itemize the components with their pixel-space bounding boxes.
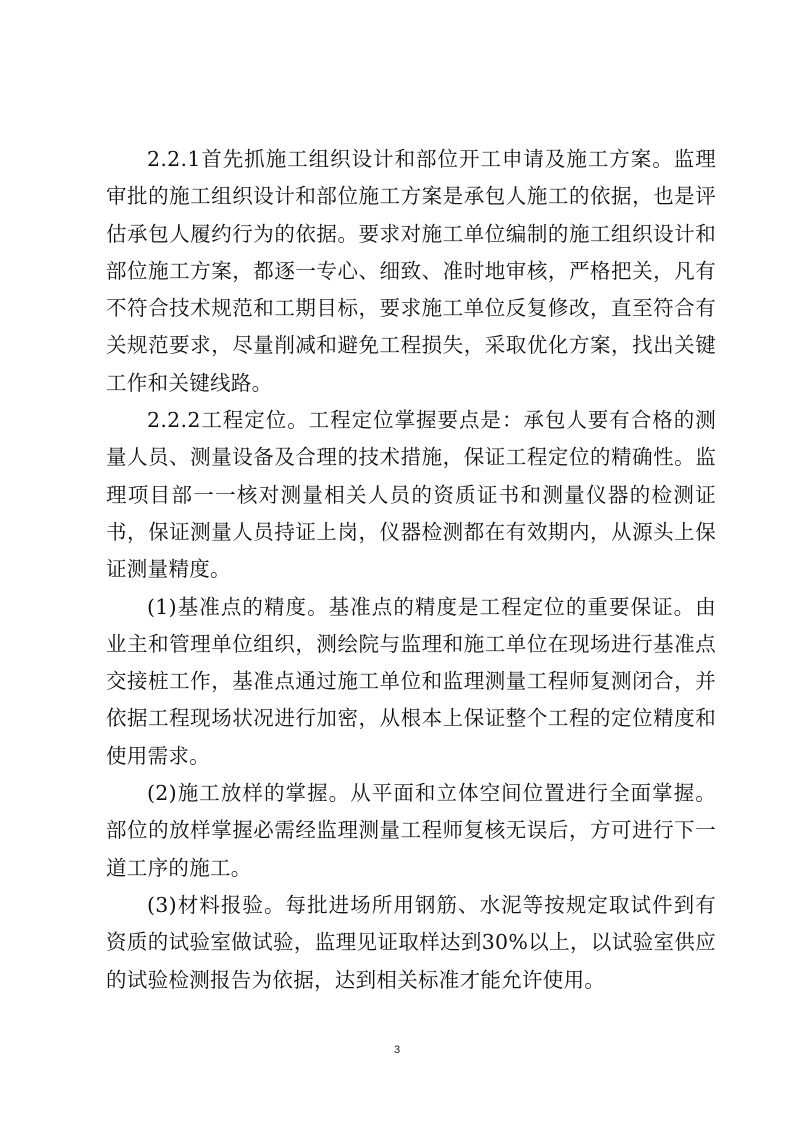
document-body <box>106 141 716 999</box>
paragraph-item-1: (1)基准点的精度。基准点的精度是工程定位的重要保证。由业主和管理单位组织，测绘院与监理和施工单位在现场进行基准点交接桩工作，基准点通过施工单位和监理测量工程师复测闭合，并依据工程现场状况进行加密，从根本上保证整个工程的定位精度和使用需求。 <box>106 594 716 768</box>
paragraph-item-2: (2)施工放样的掌握。从平面和立体空间位置进行全面掌握。部位的放样掌握必需经监理测量工程师复核无误后，方可进行下一道工序的施工。 <box>106 781 716 880</box>
paragraph-item-3: (3)材料报验。每批进场所用钢筋、水泥等按规定取试件到有资质的试验室做试验，监理见证取样达到30%以上，以试验室供应的试验检测报告为依据，达到相关标准才能允许使用。 <box>106 892 716 992</box>
paragraph-2-2-2: 2.2.2工程定位。工程定位掌握要点是：承包人要有合格的测量人员、测量设备及合理的技术措施，保证工程定位的精确性。监理项目部一一核对测量相关人员的资质证书和测量仪器的检测证书，保证测量人员持证上岗，仪器检测都在有效期内，从源头上保证测量精度。 <box>106 408 716 582</box>
paragraph-2-2-1: 2.2.1首先抓施工组织设计和部位开工申请及施工方案。监理审批的施工组织设计和部位施工方案是承包人施工的依据，也是评估承包人履约行为的依据。要求对施工单位编制的施工组织设计和部位施工方案，都逐一专心、细致、准时地审核，严格把关，凡有不符合技术规范和工期目标，要求施工单位反复修改，直至符合有关规范要求，尽量削减和避免工程损失，采取优化方案，找出关键工作和关键线路。 <box>106 147 716 395</box>
page-number: 3 <box>393 1044 401 1056</box>
